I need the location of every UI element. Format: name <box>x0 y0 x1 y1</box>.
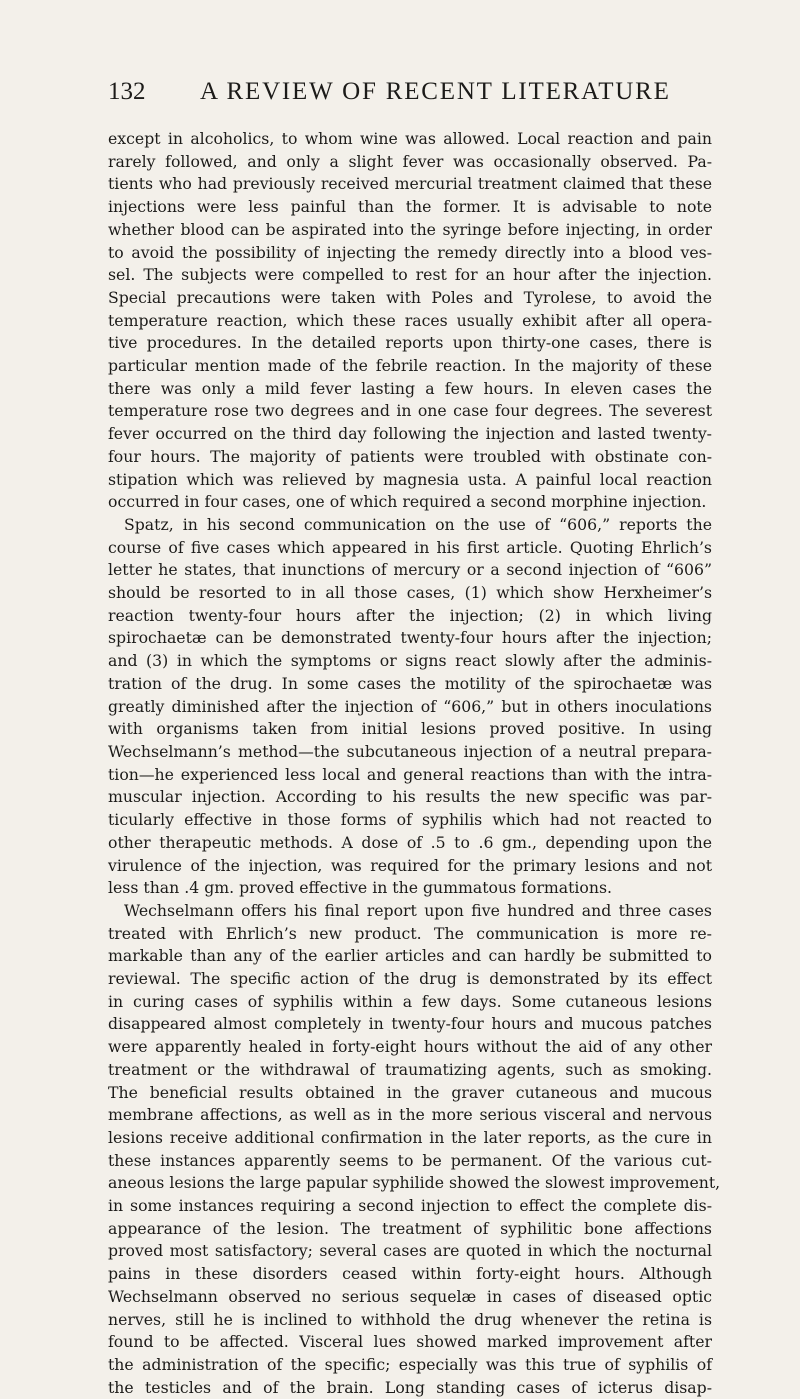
text-line: the testicles and of the brain. Long standing cases of icterus disap- <box>108 1377 712 1397</box>
text-line: letter he states, that inunctions of mercury or a second injection of “606” <box>108 560 712 580</box>
text-line: tive procedures. In the detailed reports upon thirty-one cases, there is <box>108 333 712 353</box>
text-line: particular mention made of the febrile reaction. In the majority of these <box>108 356 712 376</box>
text-line: appearance of the lesion. The treatment of syphilitic bone affections <box>108 1218 712 1238</box>
text-line: aneous lesions the large papular syphilide showed the slowest improvement, <box>108 1173 721 1193</box>
text-line: tients who had previously received mercurial treatment claimed that these <box>108 174 712 194</box>
text-line: and (3) in which the symptoms or signs react slowly after the adminis- <box>108 651 712 671</box>
text-line: to avoid the possibility of injecting the remedy directly into a blood ves- <box>108 242 712 262</box>
text-line: muscular injection. According to his results the new specific was par- <box>108 787 712 807</box>
text-line: reviewal. The specific action of the drug is demonstrated by its effect <box>108 969 712 989</box>
text-line: disappeared almost completely in twenty-four hours and mucous patches <box>108 1014 712 1034</box>
body-text <box>108 128 721 1399</box>
text-line: less than .4 gm. proved effective in the gummatous formations. <box>108 878 613 898</box>
text-line: nerves, still he is inclined to withhold the drug whenever the retina is <box>108 1309 712 1329</box>
text-line: pains in these disorders ceased within forty-eight hours. Although <box>108 1264 712 1284</box>
text-line: Wechselmann’s method—the subcutaneous injection of a neutral prepara- <box>108 741 712 761</box>
text-line: tion—he experienced less local and general reactions than with the intra- <box>108 764 712 784</box>
text-line: injections were less painful than the former. It is advisable to note <box>108 197 712 217</box>
running-title: A REVIEW OF RECENT LITERATURE <box>200 78 671 105</box>
text-line: temperature reaction, which these races usually exhibit after all opera- <box>108 310 712 330</box>
text-line: with organisms taken from initial lesions proved positive. In using <box>108 719 712 739</box>
text-line: found to be affected. Visceral lues showed marked improvement after <box>108 1332 712 1352</box>
text-line: sel. The subjects were compelled to rest for an hour after the injection. <box>108 265 712 285</box>
text-line: membrane affections, as well as in the more serious visceral and nervous <box>108 1105 712 1125</box>
text-line: stipation which was relieved by magnesia usta. A painful local reaction <box>108 469 712 489</box>
text-line: rarely followed, and only a slight fever was occasionally observed. Pa- <box>108 151 712 171</box>
text-line: four hours. The majority of patients were troubled with obstinate con- <box>108 446 712 466</box>
text-line: tration of the drug. In some cases the motility of the spirochaetæ was <box>108 673 712 693</box>
text-line: fever occurred on the third day following the injection and lasted twenty- <box>108 424 712 444</box>
text-line: course of five cases which appeared in his first article. Quoting Ehrlich’s <box>108 537 712 557</box>
text-line: except in alcoholics, to whom wine was allowed. Local reaction and pain <box>108 129 712 148</box>
text-line: treatment or the withdrawal of traumatizing agents, such as smoking. <box>108 1059 712 1079</box>
text-line: were apparently healed in forty-eight hours without the aid of any other <box>108 1037 712 1057</box>
text-line: lesions receive additional confirmation in the later reports, as the cure in <box>108 1127 712 1147</box>
text-line: temperature rose two degrees and in one case four degrees. The severest <box>108 401 712 421</box>
text-line: proved most satisfactory; several cases are quoted in which the nocturnal <box>108 1241 712 1261</box>
text-line: in curing cases of syphilis within a few days. Some cutaneous lesions <box>108 991 712 1011</box>
text-line: reaction twenty-four hours after the injection; (2) in which living <box>108 605 712 625</box>
text-line: in some instances requiring a second injection to effect the complete dis- <box>108 1196 712 1216</box>
page-number: 132 <box>108 78 146 105</box>
text-line: Wechselmann observed no serious sequelæ in cases of diseased optic <box>108 1286 712 1306</box>
text-line: these instances apparently seems to be permanent. Of the various cut- <box>108 1150 712 1170</box>
text-line: spirochaetæ can be demonstrated twenty-four hours after the injection; <box>108 628 712 648</box>
text-line: occurred in four cases, one of which required a second morphine injection. <box>108 492 707 512</box>
text-line: Spatz, in his second communication on the use of “606,” reports the <box>124 514 712 534</box>
text-line: markable than any of the earlier articles and can hardly be submitted to <box>108 946 712 966</box>
text-line: there was only a mild fever lasting a few hours. In eleven cases the <box>108 378 712 398</box>
text-line: Wechselmann offers his final report upon five hundred and three cases <box>124 900 712 920</box>
text-line: greatly diminished after the injection of “606,” but in others inoculations <box>108 696 712 716</box>
text-line: The beneficial results obtained in the graver cutaneous and mucous <box>108 1082 712 1102</box>
text-line: ticularly effective in those forms of syphilis which had not reacted to <box>108 810 712 830</box>
text-line: should be resorted to in all those cases, (1) which show Herxheimer’s <box>108 583 712 603</box>
text-line: virulence of the injection, was required for the primary lesions and not <box>108 855 712 875</box>
text-line: Special precautions were taken with Poles and Tyrolese, to avoid the <box>108 287 712 307</box>
text-line: whether blood can be aspirated into the syringe before injecting, in order <box>108 219 712 239</box>
text-line: other therapeutic methods. A dose of .5 to .6 gm., depending upon the <box>108 832 712 852</box>
text-line: treated with Ehrlich’s new product. The communication is more re- <box>108 923 712 943</box>
text-line: the administration of the specific; especially was this true of syphilis of <box>108 1354 712 1374</box>
